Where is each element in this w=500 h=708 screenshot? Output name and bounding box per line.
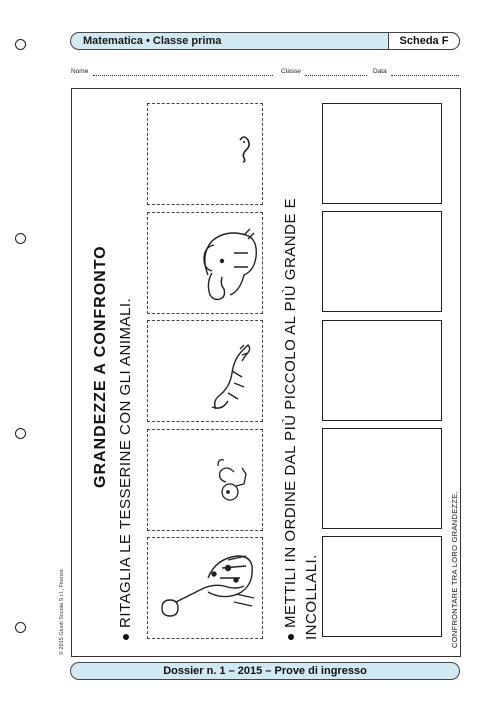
worm-icon xyxy=(148,104,264,206)
card-elephant[interactable] xyxy=(147,212,263,314)
bullet-icon xyxy=(288,634,294,640)
header-bar xyxy=(70,32,460,50)
bullet-icon xyxy=(123,634,129,640)
paste-box-5[interactable] xyxy=(322,536,442,637)
instruction-1-text: RITAGLIA LE TESSERINE CON GLI ANIMALI. xyxy=(117,297,134,628)
paste-box-2[interactable] xyxy=(322,211,442,312)
paste-box-4[interactable] xyxy=(322,428,442,529)
card-giraffe[interactable] xyxy=(147,537,263,639)
name-label: Nome xyxy=(71,68,89,75)
card-monkey[interactable] xyxy=(147,429,263,531)
crocodile-icon xyxy=(148,321,264,423)
copyright: © 2015 Giunti Scuola S.r.l., Firenze xyxy=(59,569,65,655)
class-field[interactable] xyxy=(305,75,367,76)
name-field[interactable] xyxy=(93,75,273,76)
binder-hole-4 xyxy=(15,622,26,633)
instruction-2-line2: INCOLLALI. xyxy=(303,554,320,640)
instruction-2-cont xyxy=(303,554,320,640)
card-crocodile[interactable] xyxy=(147,320,263,422)
class-label: Classe xyxy=(281,68,301,75)
binder-hole-3 xyxy=(15,428,26,439)
giraffe-icon xyxy=(148,538,264,640)
teacher-note: CONFRONTARE TRA LORO GRANDEZZE. xyxy=(450,491,459,648)
binder-hole-1 xyxy=(15,39,26,50)
paste-box-1[interactable] xyxy=(322,103,442,204)
instruction-1 xyxy=(117,298,134,640)
date-field[interactable] xyxy=(391,75,459,76)
elephant-icon xyxy=(148,213,264,315)
card-worm[interactable] xyxy=(147,103,263,205)
paste-box-3[interactable] xyxy=(322,320,442,421)
footer-bar: Dossier n. 1 – 2015 – Prove di ingresso xyxy=(70,662,460,680)
instruction-2-text: METTILI IN ORDINE DAL PIÙ PICCOLO AL PIÙ GRANDE E xyxy=(282,197,299,628)
binder-hole-2 xyxy=(15,233,26,244)
sheet-label: Scheda F xyxy=(388,32,460,50)
subject-label: Matematica • Classe prima xyxy=(83,35,222,47)
date-label: Data xyxy=(373,68,387,75)
monkey-icon xyxy=(148,430,264,532)
worksheet-title: GRANDEZZE A CONFRONTO xyxy=(92,245,109,488)
instruction-2 xyxy=(282,198,299,640)
